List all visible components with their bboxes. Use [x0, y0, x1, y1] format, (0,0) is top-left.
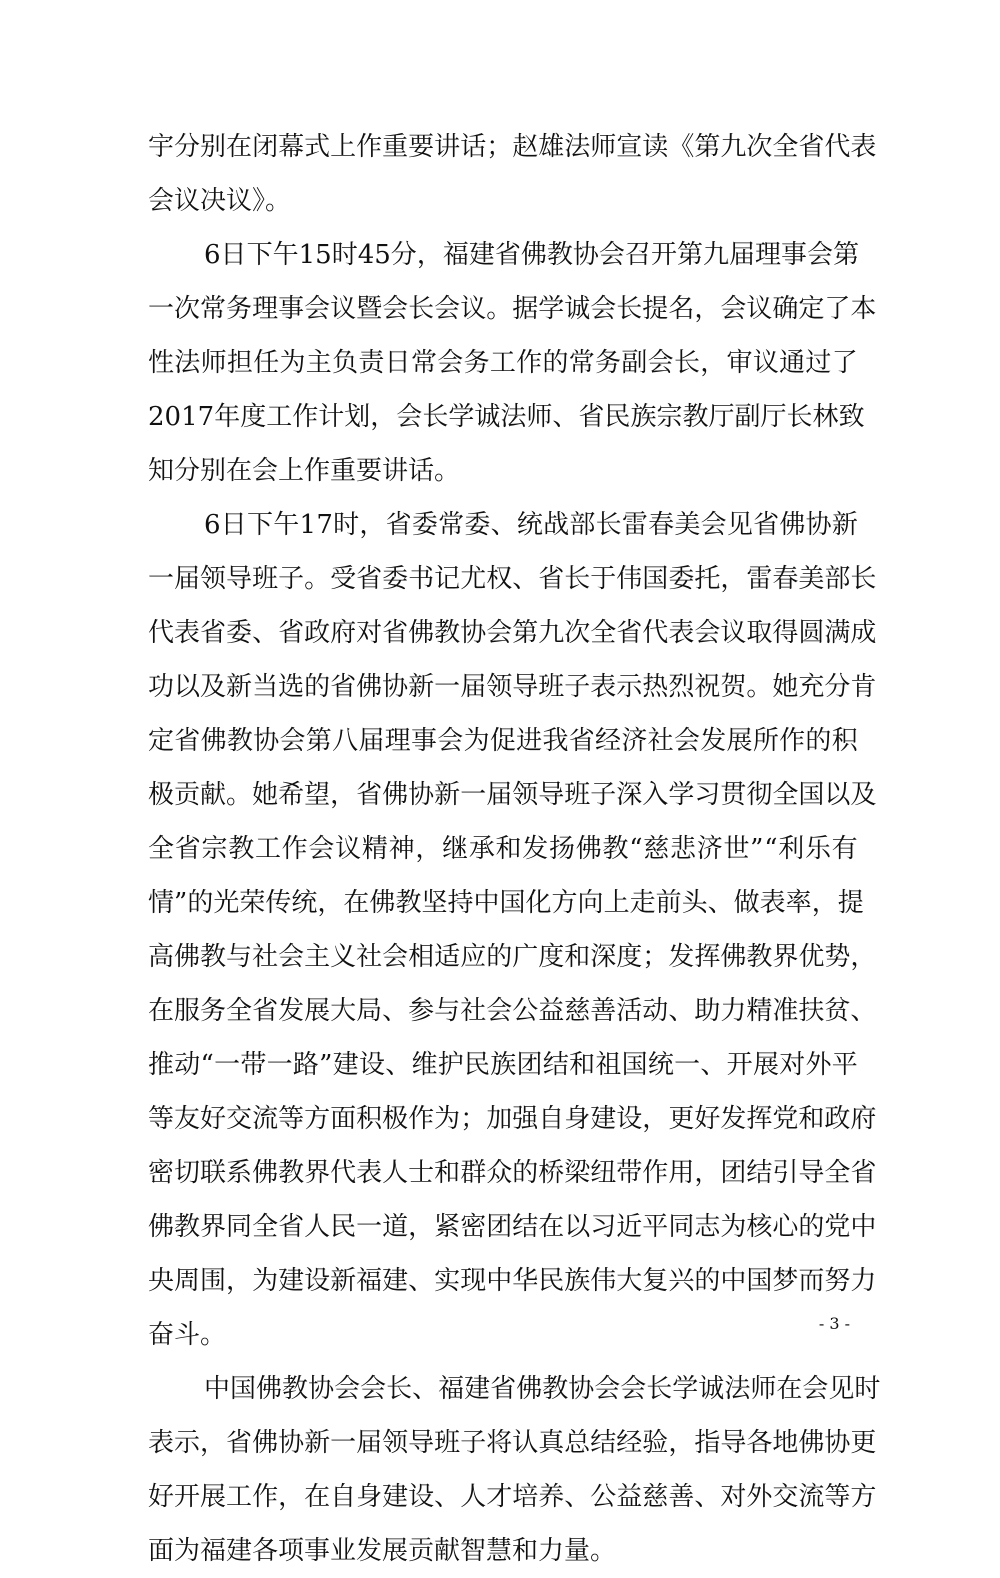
text-line: 央 周 围 ， 为 建 设 新 福 建 、 实 现 中 华 民 族 伟 大 复 兴 的 中 国 梦 而 努 力 — [148, 1266, 877, 1296]
text-line: 6 日 下 午 1 7 时 ， 省 委 常 委 、 统 战 部 长 雷 春 美 会 见 省 佛 协 新 — [204, 510, 858, 540]
text-line: 等 友 好 交 流 等 方 面 积 极 作 为 ； 加 强 自 身 建 设 ， 更 好 发 挥 党 和 政 府 — [148, 1104, 877, 1134]
text-line: 好 开 展 工 作 ， 在 自 身 建 设 、 人 才 培 养 、 公 益 慈 善 、 对 外 交 流 等 方 — [148, 1482, 877, 1512]
text-line: 功 以 及 新 当 选 的 省 佛 协 新 一 届 领 导 班 子 表 示 热 烈 祝 贺 。 她 充 分 肯 — [148, 672, 877, 702]
text-line: 表 示 ， 省 佛 协 新 一 届 领 导 班 子 将 认 真 总 结 经 验 ， 指 导 各 地 佛 协 更 — [148, 1428, 877, 1458]
text-line: 全 省 宗 教 工 作 会 议 精 神 ， 继 承 和 发 扬 佛 教 “ 慈 悲 济 世 ” “ 利 乐 有 — [148, 834, 858, 864]
text-line: 知分别在会上作重要讲话。 — [148, 456, 461, 486]
text-line: 奋斗。 — [148, 1320, 227, 1350]
text-line: 在 服 务 全 省 发 展 大 局 、 参 与 社 会 公 益 慈 善 活 动 、 助 力 精 准 扶 贫 、 — [148, 996, 877, 1026]
paragraph — [148, 498, 877, 1362]
text-line: 极 贡 献 。 她 希 望 ， 省 佛 协 新 一 届 领 导 班 子 深 入 学 习 贯 彻 全 国 以 及 — [148, 780, 877, 810]
text-line: 高 佛 教 与 社 会 主 义 社 会 相 适 应 的 广 度 和 深 度 ； 发 挥 佛 教 界 优 势 ， — [148, 942, 877, 972]
text-line: 一 届 领 导 班 子 。 受 省 委 书 记 尤 权 、 省 长 于 伟 国 委 托 ， 雷 春 美 部 长 — [148, 564, 877, 594]
text-line: 佛 教 界 同 全 省 人 民 一 道 ， 紧 密 团 结 在 以 习 近 平 同 志 为 核 心 的 党 中 — [148, 1212, 877, 1242]
text-line: 会议决议》。 — [148, 186, 292, 216]
text-line: 2 0 1 7 年 度 工 作 计 划 ， 会 长 学 诚 法 师 、 省 民 族 宗 教 厅 副 厅 长 林 致 — [148, 402, 865, 432]
text-line: 推 动 “ 一 带 一 路 ” 建 设 、 维 护 民 族 团 结 和 祖 国 统 一 、 开 展 对 外 平 — [148, 1050, 858, 1080]
text-line: 宇 分 别 在 闭 幕 式 上 作 重 要 讲 话 ； 赵 雄 法 师 宣 读 《 第 九 次 全 省 代 表 — [148, 132, 877, 162]
text-line: 情 ” 的 光 荣 传 统 ， 在 佛 教 坚 持 中 国 化 方 向 上 走 前 头 、 做 表 率 ， 提 — [148, 888, 864, 918]
text-line: 面为福建各项事业发展贡献智慧和力量。 — [148, 1536, 617, 1566]
paragraph — [148, 120, 877, 228]
text-line: 6 日 下 午 1 5 时 4 5 分 ， 福 建 省 佛 教 协 会 召 开 第 九 届 理 事 会 第 — [204, 240, 860, 270]
text-line: 中 国 佛 教 协 会 会 长 、 福 建 省 佛 教 协 会 会 长 学 诚 法 师 在 会 见 时 — [204, 1374, 881, 1404]
text-line: 密 切 联 系 佛 教 界 代 表 人 士 和 群 众 的 桥 梁 纽 带 作 用 ， 团 结 引 导 全 省 — [148, 1158, 877, 1188]
text-line: 代 表 省 委 、 省 政 府 对 省 佛 教 协 会 第 九 次 全 省 代 表 会 议 取 得 圆 满 成 — [148, 618, 877, 648]
body-text — [148, 120, 881, 1578]
text-line: 性 法 师 担 任 为 主 负 责 日 常 会 务 工 作 的 常 务 副 会 长 ， 审 议 通 过 了 — [148, 348, 858, 378]
paragraph — [148, 1362, 881, 1578]
page-number: - 3 - — [818, 1314, 850, 1333]
text-line: 定 省 佛 教 协 会 第 八 届 理 事 会 为 促 进 我 省 经 济 社 会 发 展 所 作 的 积 — [148, 726, 858, 756]
text-line: 一 次 常 务 理 事 会 议 暨 会 长 会 议 。 据 学 诚 会 长 提 名 ， 会 议 确 定 了 本 — [148, 294, 877, 324]
paragraph — [148, 228, 877, 498]
